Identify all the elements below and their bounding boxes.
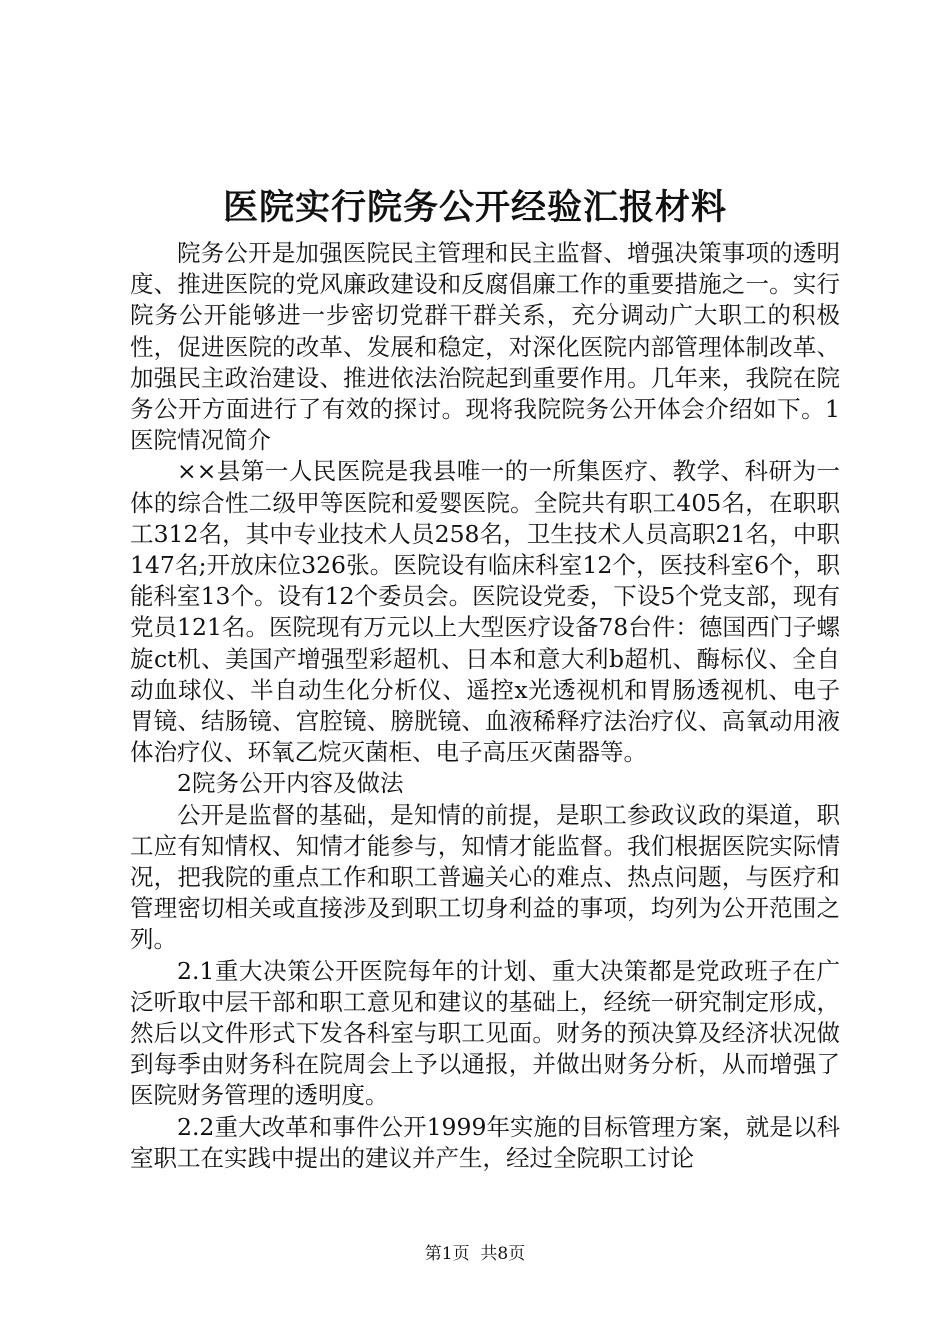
document-title: 医院实行院务公开经验汇报材料 xyxy=(222,187,727,228)
document-body xyxy=(130,238,840,1174)
page-number: 第1页 xyxy=(424,1244,470,1264)
paragraph-hospital-overview: ××县第一人民医院是我县唯一的一所集医疗、教学、科研为一体的综合性二级甲等医院和爱婴医院。全院共有职工405名，在职职工312名，其中专业技术人员258名，卫生技术人员高职21名，中职147名;开放床位326张。医院设有临床科室12个，医技科室6个，职能科室13个。设有12个委员会。医院设党委，下设5个党支部，现有党员121名。医院现有万元以上大型医疗设备78台件：德国西门子螺旋ct机、美国产增强型彩超机、日本和意大利b超机、酶标仪、全自动血球仪、半自动生化分析仪、遥控x光透视机和胃肠透视机、电子胃镜、结肠镜、宫腔镜、膀胱镜、血液稀释疗法治疗仪、高氧动用液体治疗仪、环氧乙烷灭菌柜、电子高压灭菌器等。 xyxy=(130,457,840,767)
paragraph-major-reforms: 2.2重大改革和事件公开1999年实施的目标管理方案，就是以科室职工在实践中提出的建议并产生，经过全院职工讨论 xyxy=(130,1112,840,1172)
page-total: 共8页 xyxy=(480,1244,526,1264)
paragraph-openness-basis: 公开是监督的基础，是知情的前提，是职工参政议政的渠道，职工应有知情权、知情才能参与，知情才能监督。我们根据医院实际情况，把我院的重点工作和职工普遍关心的难点、热点问题，与医疗和管理密切相关或直接涉及到职工切身利益的事项，均列为公开范围之列。 xyxy=(130,800,840,954)
paragraph-major-decisions: 2.1重大决策公开医院每年的计划、重大决策都是党政班子在广泛听取中层干部和职工意见和建议的基础上，经统一研究制定形成，然后以文件形式下发各科室与职工见面。财务的预决算及经济状况做到每季由财务科在院周会上予以通报，并做出财务分析，从而增强了医院财务管理的透明度。 xyxy=(130,956,840,1110)
page-footer xyxy=(0,1242,950,1266)
paragraph-intro: 院务公开是加强医院民主管理和民主监督、增强决策事项的透明度、推进医院的党风廉政建设和反腐倡廉工作的重要措施之一。实行院务公开能够进一步密切党群干群关系，充分调动广大职工的积极性，促进医院的改革、发展和稳定，对深化医院内部管理体制改革、加强民主政治建设、推进依法治院起到重要作用。几年来，我院在院务公开方面进行了有效的探讨。现将我院院务公开体会介绍如下。1医院情况简介 xyxy=(130,239,840,455)
section-heading-2: 2院务公开内容及做法 xyxy=(177,769,404,798)
